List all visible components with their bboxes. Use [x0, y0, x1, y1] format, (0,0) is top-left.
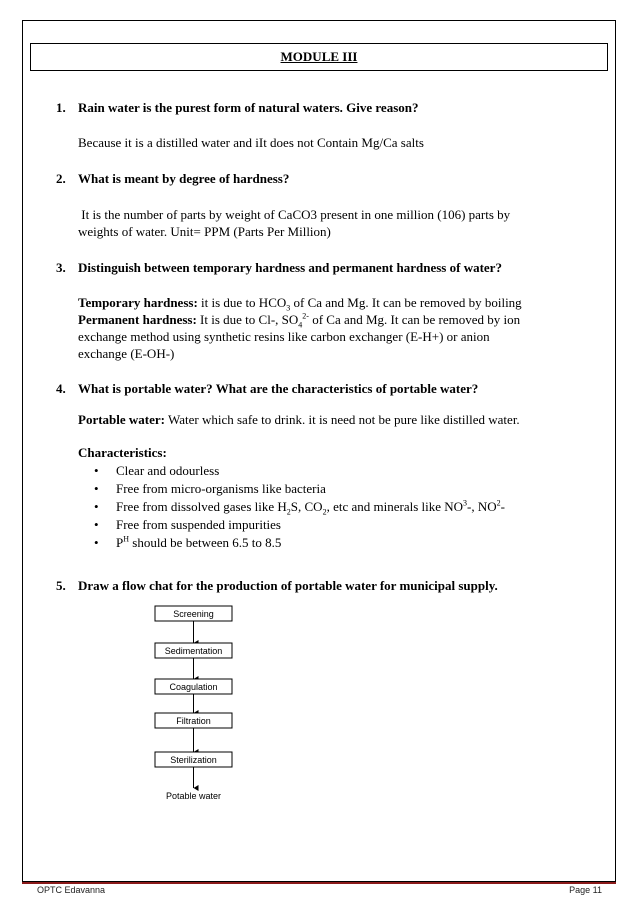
portable-water-text: Water which safe to drink. it is need not be pure like distilled water.	[165, 412, 520, 427]
question-text: What is meant by degree of hardness?	[78, 171, 290, 186]
superscript: 2	[496, 498, 501, 508]
bullet-icon: •	[94, 499, 99, 514]
question-number: 4.	[56, 381, 66, 396]
flow-step-label: Coagulation	[169, 682, 218, 692]
list-item-text: -, NO	[467, 499, 497, 514]
list-item-text: Free from suspended impurities	[116, 517, 281, 532]
answer-2-line-2: weights of water. Unit= PPM (Parts Per Million)	[78, 224, 331, 239]
question-number: 5.	[56, 578, 66, 593]
bullet-icon: •	[94, 535, 99, 550]
permanent-hardness-text-2: of Ca and Mg. It can be removed by ion	[308, 312, 521, 327]
answer-1: Because it is a distilled water and iIt does not Contain Mg/Ca salts	[78, 135, 424, 150]
permanent-hardness-line-2: exchange method using synthetic resins like carbon exchanger (E-H+) or anion	[78, 329, 490, 344]
question-number: 3.	[56, 260, 66, 275]
question-text: Distinguish between temporary hardness and permanent hardness of water?	[78, 260, 502, 275]
subscript: 3	[286, 303, 291, 313]
list-item-text: S, CO	[290, 499, 323, 514]
footer-institution: OPTC Edavanna	[37, 885, 106, 895]
superscript: 2-	[302, 311, 309, 321]
permanent-hardness-text: It is due to Cl-, SO	[196, 312, 299, 327]
bullet-icon: •	[94, 481, 99, 496]
module-title: MODULE III	[280, 49, 358, 64]
question-text: Rain water is the purest form of natural waters. Give reason?	[78, 100, 419, 115]
list-item-text: Clear and odourless	[116, 463, 220, 478]
question-number: 1.	[56, 100, 66, 115]
permanent-hardness-line-3: exchange (E-OH-)	[78, 346, 175, 361]
characteristics-heading: Characteristics:	[78, 445, 167, 460]
flow-step-label: Sterilization	[170, 755, 217, 765]
superscript: H	[123, 534, 130, 544]
question-text: Draw a flow chat for the production of portable water for municipal supply.	[78, 578, 498, 593]
subscript: 4	[298, 320, 303, 330]
bullet-icon: •	[94, 463, 99, 478]
flow-step-label: Filtration	[176, 716, 211, 726]
superscript: 3	[463, 498, 468, 508]
flow-step-label: Screening	[173, 609, 214, 619]
portable-water-label: Portable water:	[78, 412, 165, 427]
temporary-hardness-text-2: of Ca and Mg. It can be removed by boiling	[290, 295, 522, 310]
answer-2-line-1: It is the number of parts by weight of CaCO3 present in one million (106) parts by	[78, 207, 511, 222]
flow-end-label: Potable water	[165, 791, 222, 801]
subscript: 2	[286, 507, 291, 517]
list-item-text: P	[116, 535, 124, 550]
question-number: 2.	[56, 171, 66, 186]
list-item-text: should be between 6.5 to 8.5	[129, 535, 282, 550]
footer-rule	[22, 882, 616, 884]
temporary-hardness-label: Temporary hardness:	[78, 295, 198, 310]
subscript: 2	[322, 507, 327, 517]
temporary-hardness-text: it is due to HCO	[197, 295, 287, 310]
list-item-text: Free from dissolved gases like H	[116, 499, 287, 514]
list-item-text: Free from micro-organisms like bacteria	[116, 481, 326, 496]
flow-step-label: Sedimentation	[164, 646, 223, 656]
footer-page-number: Page 11	[569, 885, 602, 895]
question-text: What is portable water? What are the characteristics of portable water?	[78, 381, 479, 396]
permanent-hardness-label: Permanent hardness:	[78, 312, 197, 327]
list-item-text: -	[500, 499, 505, 514]
list-item-text: , etc and minerals like NO	[326, 499, 464, 514]
bullet-icon: •	[94, 517, 99, 532]
